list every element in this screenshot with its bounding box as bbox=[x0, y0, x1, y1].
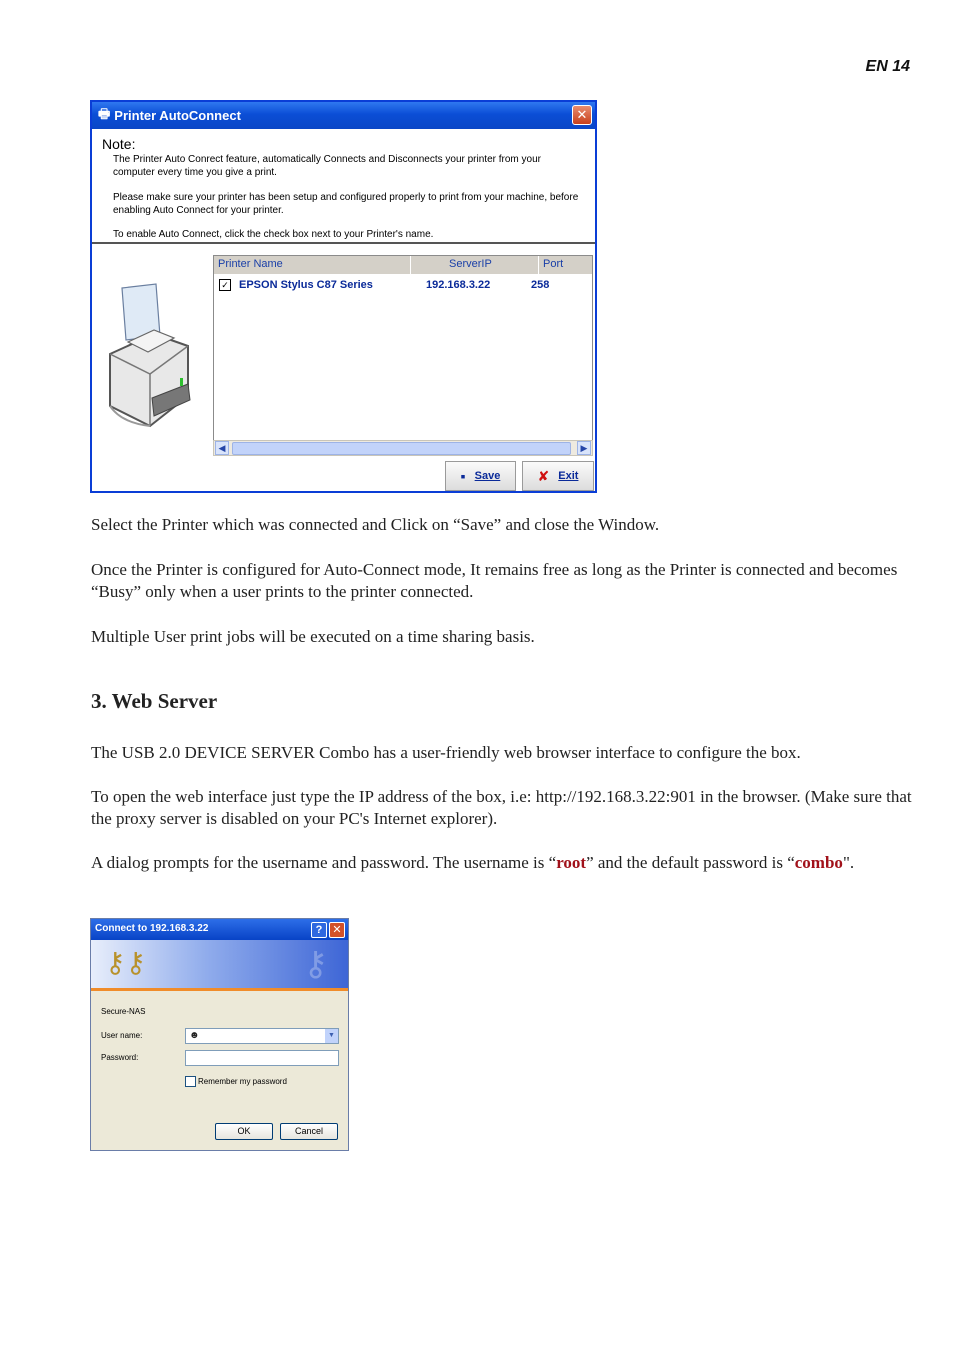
scroll-right-icon[interactable]: ▶ bbox=[577, 441, 591, 455]
username-value: root bbox=[556, 853, 587, 872]
password-field[interactable] bbox=[185, 1050, 339, 1066]
password-value: combo bbox=[794, 853, 843, 872]
ok-button[interactable]: OK bbox=[215, 1123, 273, 1140]
connect-banner bbox=[91, 940, 348, 991]
credentials-text-2: ” and the default password is “ bbox=[586, 853, 795, 872]
autoconnect-titlebar[interactable] bbox=[92, 102, 595, 129]
page-number: EN 14 bbox=[865, 58, 910, 75]
realm-label: Secure-NAS bbox=[101, 1007, 146, 1016]
port-cell: 258 bbox=[531, 279, 550, 291]
note-text-1: The Printer Auto Conrect feature, automatically Connects and Disconnects your printer from your computer every time you give a print. bbox=[113, 154, 541, 178]
username-label: User name: bbox=[101, 1031, 143, 1040]
column-header-printer-name[interactable]: Printer Name bbox=[214, 256, 411, 274]
paragraph-select-printer: Select the Printer which was connected and Click on “Save” and close the Window. bbox=[91, 515, 660, 534]
remember-checkbox[interactable] bbox=[185, 1076, 196, 1087]
help-button[interactable]: ? bbox=[311, 922, 327, 938]
scrollbar-thumb[interactable] bbox=[232, 442, 571, 455]
paragraph-auto-connect-mode: Once the Printer is configured for Auto-Connect mode, It remains free as long as the Printer is connected and becomes “Busy” only when a user prints to the printer connected. bbox=[91, 560, 898, 601]
column-header-port[interactable]: Port bbox=[543, 258, 564, 270]
autoconnect-note bbox=[92, 129, 595, 244]
exit-button[interactable] bbox=[522, 461, 594, 491]
floppy-disk-icon: ▪ bbox=[460, 468, 466, 484]
exit-label: Exit bbox=[558, 470, 579, 482]
keys-watermark-icon: ⚷ bbox=[303, 945, 328, 983]
credentials-text-1: A dialog prompts for the username and password. The username is “ bbox=[91, 853, 557, 872]
note-text-2: Please make sure your printer has been setup and configured properly to print from your machine, before enabling Auto Connect for your printer. bbox=[113, 192, 579, 216]
red-x-icon: ✘ bbox=[537, 467, 550, 484]
autoconnect-checkbox[interactable]: ✓ bbox=[219, 279, 231, 291]
scroll-left-icon[interactable]: ◀ bbox=[215, 441, 229, 455]
paragraph-credentials bbox=[91, 852, 921, 874]
connect-dialog bbox=[90, 918, 349, 1151]
printer-table-header bbox=[214, 256, 592, 274]
table-row[interactable] bbox=[214, 274, 592, 296]
password-label: Password: bbox=[101, 1053, 139, 1062]
horizontal-scrollbar[interactable] bbox=[213, 440, 593, 456]
autoconnect-title: Printer AutoConnect bbox=[114, 108, 241, 123]
printer-illustration bbox=[92, 246, 210, 491]
printer-name-cell: EPSON Stylus C87 Series bbox=[239, 279, 373, 291]
server-ip-cell: 192.168.3.22 bbox=[426, 279, 491, 291]
note-heading: Note: bbox=[102, 136, 136, 152]
keys-icon: ⚷⚷ bbox=[105, 947, 147, 978]
username-combobox[interactable] bbox=[185, 1028, 339, 1044]
note-text-3: To enable Auto Connect, click the check box next to your Printer's name. bbox=[113, 229, 434, 240]
dropdown-arrow-icon[interactable]: ▼ bbox=[325, 1029, 338, 1043]
autoconnect-close-button[interactable]: ✕ bbox=[572, 105, 592, 125]
printer-table bbox=[213, 255, 593, 455]
connect-close-button[interactable]: ✕ bbox=[329, 922, 345, 938]
printer-autoconnect-window bbox=[90, 100, 597, 493]
section-heading-web-server: 3. Web Server bbox=[91, 689, 218, 713]
remember-label[interactable]: Remember my password bbox=[198, 1077, 287, 1086]
paragraph-web-interface: The USB 2.0 DEVICE SERVER Combo has a user-friendly web browser interface to configure the box. bbox=[91, 743, 801, 762]
save-button[interactable] bbox=[445, 461, 516, 491]
cancel-button[interactable]: Cancel bbox=[280, 1123, 338, 1140]
credentials-text-3: ". bbox=[842, 853, 855, 872]
printer-icon bbox=[92, 246, 210, 491]
connect-dialog-titlebar[interactable] bbox=[91, 919, 348, 940]
printer-small-icon: 🖶 bbox=[98, 105, 111, 121]
paragraph-time-sharing: Multiple User print jobs will be executed on a time sharing basis. bbox=[91, 627, 535, 646]
connect-dialog-title: Connect to 192.168.3.22 bbox=[95, 923, 209, 934]
column-header-serverip[interactable]: ServerIP bbox=[411, 256, 539, 274]
save-label: Save bbox=[474, 470, 501, 482]
paragraph-open-web-interface: To open the web interface just type the IP address of the box, i.e: http://192.168.3.22:901 in the browser. (Make sure that the proxy server is disabled on your PC's Internet explorer). bbox=[91, 787, 912, 828]
user-icon: ☻ bbox=[189, 1030, 200, 1041]
